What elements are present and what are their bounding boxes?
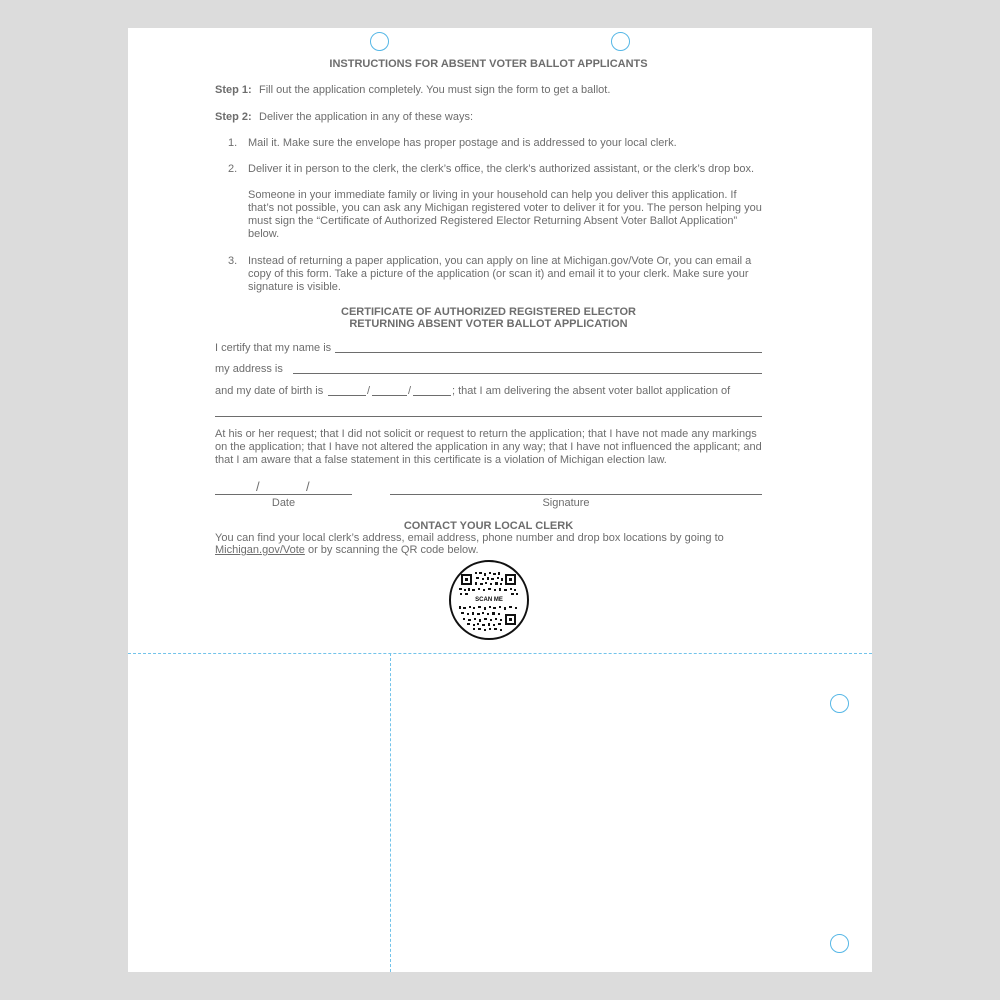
name-field-line[interactable]	[335, 352, 762, 353]
dob-year-line[interactable]	[413, 395, 451, 396]
punch-hole-top-left	[370, 32, 389, 51]
contact-text-tail: or by scanning the QR code below.	[304, 544, 479, 556]
address-label: my address is	[215, 363, 283, 375]
certificate-title-line2: RETURNING ABSENT VOTER BALLOT APPLICATION	[349, 318, 628, 330]
dob-label: and my date of birth is	[215, 385, 324, 397]
contact-title: CONTACT YOUR LOCAL CLERK	[403, 520, 574, 532]
certificate-statement: At his or her request; that I did not solicit or request to return the application; that I have not made any markings on the application; that I have not altered the application in any way; that I have not influenced the applicant; and that I am aware that a false statement in this certificate is a violation of Michigan election law.	[215, 428, 762, 466]
certificate-title-line1: CERTIFICATE OF AUTHORIZED REGISTERED ELECTOR	[341, 306, 636, 318]
item-3-text: Instead of returning a paper application, you can apply on line at Michigan.gov/Vote Or, you can email a copy of this form. Take a picture of the application (or scan it) and email it to your clerk. Make sure your signature is visible.	[248, 255, 752, 293]
name-label: I certify that my name is	[215, 342, 332, 354]
punch-hole-right-lower	[830, 934, 849, 953]
applicant-name-line[interactable]	[215, 416, 762, 417]
item-1-number: 1.	[228, 137, 238, 149]
punch-hole-top-right	[611, 32, 630, 51]
step1-text: Fill out the application completely. You must sign the form to get a ballot.	[259, 84, 611, 96]
address-field-line[interactable]	[293, 373, 762, 374]
perforation-vertical	[390, 653, 391, 972]
step2-label: Step 2:	[215, 111, 252, 123]
item-3-number: 3.	[228, 255, 238, 267]
dob-month-line[interactable]	[328, 395, 366, 396]
date-slash-2: /	[306, 479, 310, 494]
item-2-number: 2.	[228, 163, 238, 175]
signature-field-line[interactable]	[390, 494, 762, 495]
step1-label: Step 1:	[215, 84, 252, 96]
contact-text-line2	[215, 544, 479, 557]
signature-label: Signature	[542, 497, 590, 509]
date-field-line[interactable]	[215, 494, 352, 495]
item-2-note: Someone in your immediate family or living in your household can help you deliver this application. If that’s not possible, you can ask any Michigan registered voter to deliver it for you. The person helping you must sign the “Certificate of Authorized Registered Elector Returning Absent Voter Ballot Application” below.	[248, 189, 762, 240]
contact-text-line1: You can find your local clerk’s address, email address, phone number and drop box locations by going to	[215, 532, 724, 544]
dob-slash-2: /	[408, 385, 412, 397]
instructions-title: INSTRUCTIONS FOR ABSENT VOTER BALLOT APPLICANTS	[329, 58, 648, 70]
qr-code[interactable]	[449, 560, 529, 640]
item-2-text: Deliver it in person to the clerk, the clerk’s office, the clerk’s authorized assistant, or the clerk’s drop box.	[248, 163, 755, 175]
michigan-vote-link[interactable]: Michigan.gov/Vote	[215, 544, 305, 556]
dob-slash-1: /	[367, 385, 371, 397]
dob-day-line[interactable]	[372, 395, 407, 396]
qr-scan-me-label: SCAN ME	[469, 596, 509, 605]
punch-hole-right-upper	[830, 694, 849, 713]
date-slash-1: /	[256, 479, 260, 494]
item-1-text: Mail it. Make sure the envelope has proper postage and is addressed to your local clerk.	[248, 137, 677, 149]
step2-text: Deliver the application in any of these ways:	[259, 111, 474, 123]
perforation-horizontal	[128, 653, 872, 654]
date-label: Date	[271, 497, 296, 509]
dob-tail-text: ; that I am delivering the absent voter ballot application of	[452, 385, 731, 397]
